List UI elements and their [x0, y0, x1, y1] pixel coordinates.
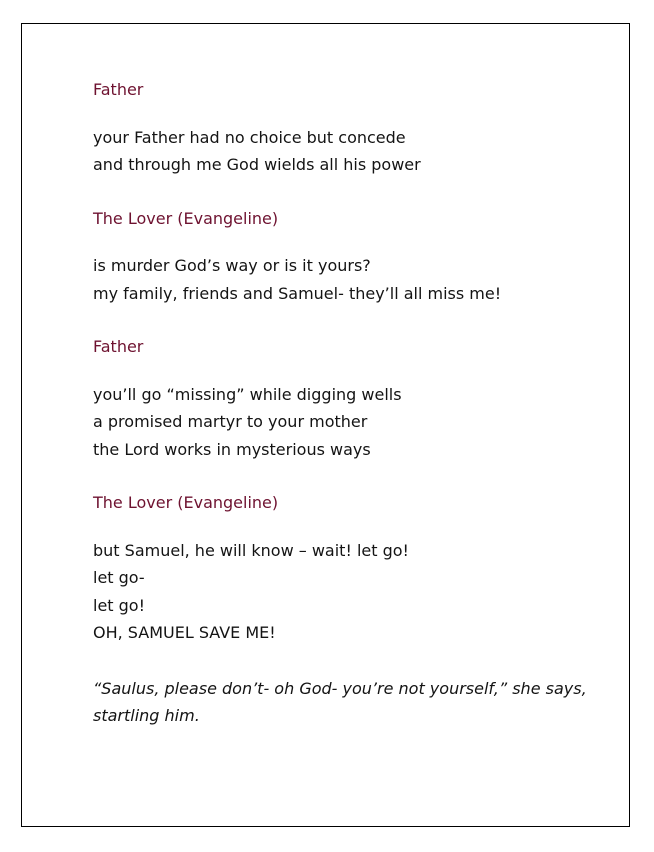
- speaker-label-father: Father: [93, 80, 144, 99]
- verse-line: let go!: [93, 595, 146, 615]
- verse-line: the Lord works in mysterious ways: [93, 439, 371, 459]
- verse-line: you’ll go “missing” while digging wells: [93, 384, 402, 404]
- poem-content: [93, 76, 593, 730]
- narration-line: startling him.: [93, 706, 200, 725]
- verse-line: your Father had no choice but concede: [93, 127, 406, 147]
- narration-line: “Saulus, please don’t- oh God- you’re not yourself,” she says,: [93, 678, 587, 698]
- stanza-father-1: [93, 124, 593, 179]
- document-page: [21, 23, 630, 827]
- verse-line: but Samuel, he will know – wait! let go!: [93, 540, 409, 560]
- verse-line: a promised martyr to your mother: [93, 412, 368, 431]
- verse-line: let go-: [93, 568, 145, 587]
- stanza-lover-2: [93, 537, 593, 647]
- verse-line: my family, friends and Samuel- they’ll all miss me!: [93, 283, 502, 303]
- verse-line: is murder God’s way or is it yours?: [93, 256, 371, 275]
- speaker-label-lover: The Lover (Evangeline): [93, 493, 279, 512]
- speaker-label-lover: The Lover (Evangeline): [93, 208, 279, 228]
- stanza-lover-1: [93, 252, 593, 307]
- verse-line: OH, SAMUEL SAVE ME!: [93, 623, 276, 642]
- speaker-label-father: Father: [93, 337, 144, 356]
- stanza-father-2: [93, 381, 593, 464]
- narration-paragraph: [93, 675, 593, 730]
- verse-line: and through me God wields all his power: [93, 155, 421, 174]
